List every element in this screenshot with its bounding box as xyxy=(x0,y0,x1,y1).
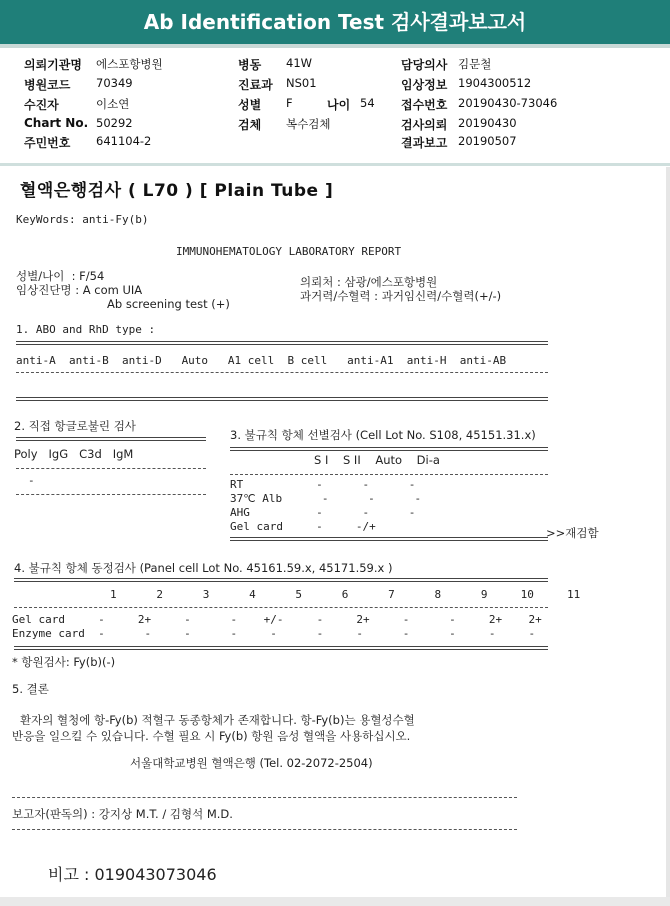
transfusion-history: 과거력/수혈력 : 과거임신력/수혈력(+/-) xyxy=(300,289,502,303)
header-divider xyxy=(0,163,670,166)
sec3-rule-bottom xyxy=(230,537,548,541)
conclusion-line1: 환자의 혈청에 항-Fy(b) 적혈구 동종항체가 존재합니다. 항-Fy(b)는 용혈성수혈 xyxy=(20,713,415,727)
label-doctor: 담당의사 xyxy=(401,58,448,72)
sec4-row-enzyme: Enzyme card - - - - - - - - - - - xyxy=(12,627,536,640)
sec3-rule-mid xyxy=(230,474,548,475)
reporter-rule-bottom xyxy=(12,829,517,830)
label-request-date: 검사의뢰 xyxy=(401,118,448,132)
label-ward: 병동 xyxy=(238,58,262,72)
label-receipt-no: 접수번호 xyxy=(401,98,448,112)
label-clinical-info: 임상정보 xyxy=(401,78,448,92)
sec3-title: 3. 불규칙 항체 선별검사 (Cell Lot No. S108, 45151.31.x) xyxy=(230,428,536,442)
sec1-headers: anti-A anti-B anti-D Auto A1 cell B cell anti-A1 anti-H anti-AB xyxy=(16,354,507,367)
value-doctor: 김문철 xyxy=(458,57,492,71)
label-report-date: 결과보고 xyxy=(401,136,448,150)
value-hospital-code: 70349 xyxy=(96,76,133,90)
sex-age: 성별/나이 : F/54 xyxy=(16,269,105,283)
title-divider xyxy=(0,44,670,48)
reporter: 보고자(판독의) : 강지상 M.T. / 김형석 M.D. xyxy=(12,807,233,821)
label-chart-no: Chart No. xyxy=(24,116,89,130)
value-chart-no: 50292 xyxy=(96,116,133,130)
label-sex: 성별 xyxy=(238,98,262,112)
requester: 의뢰처 : 삼광/에스포항병원 xyxy=(300,275,438,289)
sec5-title: 5. 결론 xyxy=(12,682,49,696)
sec3-row-ahg: AHG - - - xyxy=(230,506,416,519)
sec2-rule-bottom xyxy=(16,494,206,495)
label-hospital-code: 병원코드 xyxy=(24,78,71,92)
label-department: 진료과 xyxy=(238,78,273,92)
recheck-note: >>재검함 xyxy=(546,526,599,540)
value-age: 54 xyxy=(360,96,375,110)
sec3-row-rt: RT - - - xyxy=(230,478,416,491)
reporter-rule-top xyxy=(12,797,517,798)
sec2-headers: Poly IgG C3d IgM xyxy=(14,447,134,461)
right-edge xyxy=(666,167,670,906)
sec1-rule-top xyxy=(16,341,548,345)
value-sex: F xyxy=(286,96,293,110)
keywords: KeyWords: anti-Fy(b) xyxy=(16,213,149,226)
value-department: NS01 xyxy=(286,76,317,90)
value-ward: 41W xyxy=(286,56,313,70)
report-title-bar xyxy=(0,0,670,44)
diagnosis: 임상진단명 : A com UIA xyxy=(16,283,143,297)
antigen-test: * 항원검사: Fy(b)(-) xyxy=(12,655,116,669)
sec4-rule-top xyxy=(14,578,548,582)
label-patient: 수진자 xyxy=(24,98,59,112)
sec4-panel-numbers: 1 2 3 4 5 6 7 8 9 10 11 xyxy=(110,588,581,601)
value-specimen: 복수검체 xyxy=(286,117,331,131)
conclusion-line2: 반응을 일으킬 수 있습니다. 수혈 필요 시 Fy(b) 항원 음성 혈액을 사용하십시오. xyxy=(12,729,411,743)
sec1-title: 1. ABO and RhD type : xyxy=(16,323,156,336)
value-patient: 이소연 xyxy=(96,97,130,111)
value-report-date: 20190507 xyxy=(458,134,517,148)
report-title: Ab Identification Test 검사결과보고서 xyxy=(143,10,527,34)
sec2-rule-mid xyxy=(16,468,206,469)
hospital-contact: 서울대학교병원 혈액은행 (Tel. 02-2072-2504) xyxy=(130,756,373,770)
sec4-rule-mid xyxy=(14,607,548,608)
value-clinical-info: 1904300512 xyxy=(458,76,532,90)
sec3-row-alb: 37℃ Alb - - - xyxy=(230,492,422,505)
screening-result: Ab screening test (+) xyxy=(107,297,230,311)
sec1-rule-bottom xyxy=(16,397,548,401)
label-resident-no: 주민번호 xyxy=(24,136,71,150)
value-receipt-no: 20190430-73046 xyxy=(458,96,558,110)
sec1-rule-mid xyxy=(16,372,548,373)
value-institution: 에스포항병원 xyxy=(96,57,163,71)
sec3-rule-top xyxy=(230,447,548,451)
label-institution: 의뢰기관명 xyxy=(24,58,82,72)
label-specimen: 검체 xyxy=(238,118,262,132)
lab-report-title: IMMUNOHEMATOLOGY LABORATORY REPORT xyxy=(176,245,402,258)
sec2-value: - xyxy=(28,474,35,487)
label-age: 나이 xyxy=(327,98,351,112)
value-resident-no: 641104-2 xyxy=(96,134,152,148)
remark: 비고 : 019043073046 xyxy=(48,865,217,884)
value-request-date: 20190430 xyxy=(458,116,517,130)
sec4-title: 4. 불규칙 항체 동정검사 (Panel cell Lot No. 45161.59.x, 45171.59.x ) xyxy=(14,561,393,575)
sec3-headers: S I S II Auto Di-a xyxy=(314,453,440,467)
sec3-row-gel: Gel card - -/+ xyxy=(230,520,376,533)
report-section-title: 혈액은행검사 ( L70 ) [ Plain Tube ] xyxy=(20,181,334,201)
sec2-rule-top xyxy=(16,437,206,441)
sec2-title: 2. 직접 항글로불린 검사 xyxy=(14,419,136,433)
sec4-rule-bottom xyxy=(14,646,548,650)
page-bottom-edge xyxy=(0,897,670,906)
sec4-row-gel: Gel card - 2+ - - +/- - 2+ - - 2+ 2+ xyxy=(12,613,542,626)
